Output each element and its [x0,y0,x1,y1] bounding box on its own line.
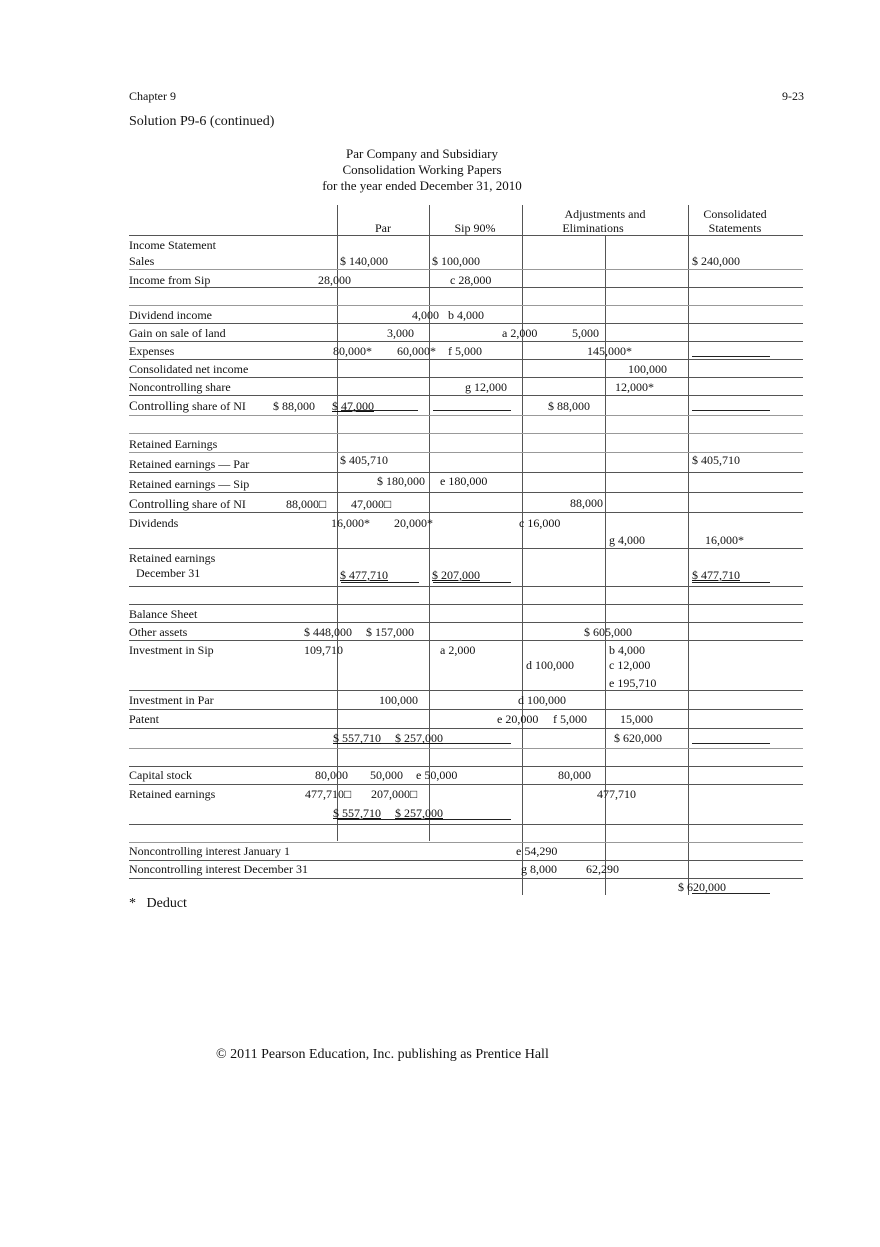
row-label-re-dec31-line1: Retained earnings [129,551,216,565]
row-label-investment-in-sip: Investment in Sip [129,643,214,657]
row-label-consolidated-ni: Consolidated net income [129,362,249,376]
investment-in-sip-adj-e: e 195,710 [609,676,657,690]
other-assets-consolidated: $ 605,000 [584,625,632,639]
re-controlling-share-sip: 47,000□ [351,497,392,511]
table-rule [129,305,803,306]
income-from-sip-par: 28,000 [318,273,351,287]
table-rule [129,604,803,605]
row-label-noncontrolling-share: Noncontrolling share [129,380,231,394]
table-rule [129,341,803,342]
dividend-income-adjustment: b 4,000 [448,308,484,322]
investment-in-sip-adj-b: b 4,000 [609,643,645,657]
gain-on-land-par: 3,000 [387,326,414,340]
row-label-investment-in-par: Investment in Par [129,693,214,707]
table-rule [129,690,803,691]
label-part: Controlling [129,398,189,413]
patent-consolidated: 15,000 [620,712,653,726]
total-rule [692,410,770,411]
total-rule [692,743,770,744]
patent-adj-f: f 5,000 [553,712,587,726]
sales-sip: $ 100,000 [432,254,480,268]
investment-in-sip-adj-c: c 12,000 [609,658,651,672]
investment-in-sip-par: 109,710 [304,643,343,657]
column-header-sip: Sip 90% [454,221,496,235]
column-header-adjustments: Adjustments and [564,207,646,221]
table-rule [129,842,803,843]
table-rule [129,878,803,879]
capital-stock-par: 80,000 [315,768,348,782]
row-label-re-par: Retained earnings — Par [129,457,250,471]
table-rule [129,709,803,710]
column-header-eliminations: Eliminations [562,221,624,235]
re-controlling-share-par: 88,000□ [286,497,327,511]
re-controlling-share-consolidated: 88,000 [570,496,603,510]
total-equities-sip: $ 257,000 [395,806,443,820]
row-label-income-from-sip: Income from Sip [129,273,211,287]
column-divider [522,205,523,895]
re-dec31-consolidated: $ 477,710 [692,568,740,582]
total-assets-par: $ 557,710 [333,731,381,745]
re-dec31-par: $ 477,710 [340,568,388,582]
expenses-consolidated: 145,000* [587,344,632,358]
total-rule [341,582,419,583]
solution-title: Solution P9-6 (continued) [129,114,275,129]
expenses-par: 80,000* [333,344,372,358]
row-label-dividend-income: Dividend income [129,308,212,322]
column-header-par: Par [375,221,391,235]
table-rule [129,287,803,288]
column-header-statements: Statements [708,221,762,235]
working-papers-title: Consolidation Working Papers [342,162,502,177]
total-assets-sip: $ 257,000 [395,731,443,745]
grand-total-consolidated: $ 620,000 [678,880,726,894]
table-rule [129,415,803,416]
other-assets-par: $ 448,000 [304,625,352,639]
investment-in-sip-adj-d: d 100,000 [526,658,574,672]
capital-stock-sip: 50,000 [370,768,403,782]
noncontrolling-share-adjustment: g 12,000 [465,380,507,394]
table-rule [129,235,803,236]
table-rule [129,433,803,434]
income-from-sip-adjustment: c 28,000 [450,273,492,287]
label-part: Controlling [129,496,189,511]
table-rule [129,784,803,785]
consolidated-ni-value: 100,000 [628,362,667,376]
table-rule [129,728,803,729]
table-rule [129,377,803,378]
table-rule [129,472,803,473]
row-label-sales: Sales [129,254,155,268]
table-rule [129,359,803,360]
re-par-par: $ 405,710 [340,453,388,467]
table-rule [129,640,803,641]
expenses-sip: 60,000* [397,344,436,358]
dividends-consolidated: 16,000* [705,533,744,547]
row-label-patent: Patent [129,712,159,726]
sales-par: $ 140,000 [340,254,388,268]
page-number: 9-23 [782,89,804,103]
copyright: © 2011 Pearson Education, Inc. publishing as Prentice Hall [216,1047,549,1062]
investment-in-par-sip: 100,000 [379,693,418,707]
period-title: for the year ended December 31, 2010 [322,178,522,193]
column-divider [688,205,689,895]
controlling-share-par: $ 88,000 [273,399,315,413]
row-label-dividends: Dividends [129,516,179,530]
table-rule [129,492,803,493]
retained-earnings-consolidated: 477,710 [597,787,636,801]
dividends-adjustment-g: g 4,000 [609,533,645,547]
section-income-statement: Income Statement [129,238,216,252]
table-rule [129,748,803,749]
nci-dec31-adjustment: g 8,000 [521,862,557,876]
table-rule [129,586,803,587]
footnote: * Deduct [129,896,187,911]
expenses-adjustment: f 5,000 [448,344,482,358]
row-label-re-controlling-share [129,496,246,511]
table-rule [129,622,803,623]
row-label-nci-jan1: Noncontrolling interest January 1 [129,844,290,858]
nci-jan1-adjustment: e 54,290 [516,844,558,858]
sales-consolidated: $ 240,000 [692,254,740,268]
table-rule [129,824,803,825]
re-sip-sip: $ 180,000 [377,474,425,488]
gain-on-land-adjustment: a 2,000 [502,326,538,340]
total-equities-par: $ 557,710 [333,806,381,820]
dividend-income-par: 4,000 [412,308,439,322]
row-label-re-dec31-line2: December 31 [136,566,201,580]
gain-on-land-consolidated: 5,000 [572,326,599,340]
total-rule [433,410,511,411]
re-dec31-sip: $ 207,000 [432,568,480,582]
label-part: share of NI [191,399,246,413]
row-label-other-assets: Other assets [129,625,188,639]
dividends-sip: 20,000* [394,516,433,530]
company-title: Par Company and Subsidiary [345,146,498,161]
re-sip-adjustment: e 180,000 [440,474,488,488]
total-rule [433,582,511,583]
table-rule [129,323,803,324]
section-balance-sheet: Balance Sheet [129,607,198,621]
table-rule [129,860,803,861]
table-rule [129,548,803,549]
retained-earnings-sip: 207,000□ [371,787,418,801]
column-header-consolidated: Consolidated [703,207,767,221]
noncontrolling-share-consolidated: 12,000* [615,380,654,394]
row-label-expenses: Expenses [129,344,175,358]
total-rule [692,356,770,357]
total-rule [692,582,770,583]
controlling-share-adjustment: $ 88,000 [548,399,590,413]
investment-in-par-adjustment: d 100,000 [518,693,566,707]
chapter-label: Chapter 9 [129,89,176,103]
other-assets-sip: $ 157,000 [366,625,414,639]
re-par-consolidated: $ 405,710 [692,453,740,467]
section-retained-earnings: Retained Earnings [129,437,218,451]
dividends-adjustment-c: c 16,000 [519,516,561,530]
investment-in-sip-adj-a: a 2,000 [440,643,476,657]
table-rule [129,269,803,270]
row-label-re-sip: Retained earnings — Sip [129,477,250,491]
total-assets-consolidated: $ 620,000 [614,731,662,745]
nci-dec31-consolidated: 62,290 [586,862,619,876]
row-label-nci-dec31: Noncontrolling interest December 31 [129,862,308,876]
capital-stock-adjustment: e 50,000 [416,768,458,782]
patent-adj-e: e 20,000 [497,712,539,726]
row-label-gain-on-land: Gain on sale of land [129,326,226,340]
table-rule [129,395,803,396]
row-label-controlling-share [129,398,246,413]
controlling-share-sip: $ 47,000 [332,399,374,413]
retained-earnings-par: 477,710□ [305,787,352,801]
dividends-par: 16,000* [331,516,370,530]
table-rule [129,766,803,767]
label-part: share of NI [191,497,246,511]
table-rule [129,512,803,513]
row-label-retained-earnings: Retained earnings [129,787,216,801]
capital-stock-consolidated: 80,000 [558,768,591,782]
row-label-capital-stock: Capital stock [129,768,192,782]
